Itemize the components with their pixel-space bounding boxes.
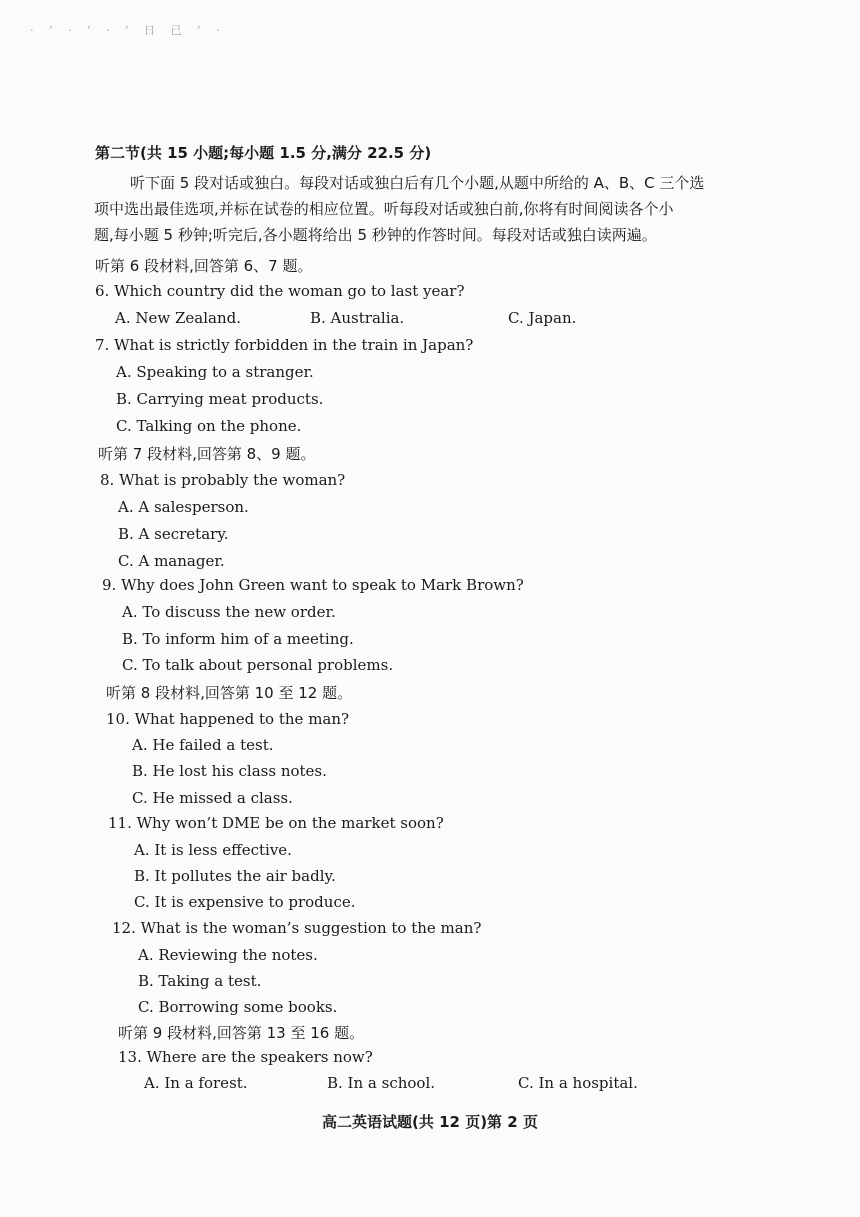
- question-13-stem: 13. Where are the speakers now?: [118, 1048, 373, 1066]
- question-8-stem: 8. What is probably the woman?: [100, 471, 346, 489]
- question-6-option-a: A. New Zealand.: [115, 309, 241, 327]
- material-6-heading: 听第 6 段材料,回答第 6、7 题。: [95, 257, 313, 275]
- question-12-option-b: B. Taking a test.: [138, 972, 262, 990]
- question-11-stem: 11. Why won’t DME be on the market soon?: [108, 814, 444, 832]
- question-6-option-b: B. Australia.: [310, 309, 405, 327]
- material-8-heading: 听第 8 段材料,回答第 10 至 12 题。: [106, 684, 353, 702]
- question-13-option-c: C. In a hospital.: [518, 1074, 638, 1092]
- question-8-option-c: C. A manager.: [118, 552, 225, 570]
- section-instructions: [94, 170, 790, 248]
- question-7-option-a: A. Speaking to a stranger.: [116, 363, 314, 381]
- question-10-option-a: A. He failed a test.: [132, 736, 274, 754]
- question-10-option-c: C. He missed a class.: [132, 789, 293, 807]
- question-10-option-b: B. He lost his class notes.: [132, 762, 327, 780]
- instruction-line-1: 听下面 5 段对话或独白。每段对话或独白后有几个小题,从题中所给的 A、B、C 三个选: [130, 174, 705, 192]
- question-9-option-c: C. To talk about personal problems.: [122, 656, 394, 674]
- scan-artifact-header: · ’ · ’ · ’ 日 已 ’ ·: [30, 24, 226, 37]
- question-12-option-a: A. Reviewing the notes.: [138, 946, 318, 964]
- question-11-option-c: C. It is expensive to produce.: [134, 893, 356, 911]
- section-title: 第二节(共 15 小题;每小题 1.5 分,满分 22.5 分): [95, 144, 432, 162]
- question-11-option-b: B. It pollutes the air badly.: [134, 867, 336, 885]
- question-6-stem: 6. Which country did the woman go to last year?: [95, 282, 465, 300]
- material-7-heading: 听第 7 段材料,回答第 8、9 题。: [98, 445, 316, 463]
- page-footer: 高二英语试题(共 12 页)第 2 页: [322, 1113, 538, 1131]
- question-7-stem: 7. What is strictly forbidden in the train in Japan?: [95, 336, 474, 354]
- question-7-option-b: B. Carrying meat products.: [116, 390, 324, 408]
- question-13-option-a: A. In a forest.: [144, 1074, 248, 1092]
- question-13-option-b: B. In a school.: [327, 1074, 436, 1092]
- question-9-option-b: B. To inform him of a meeting.: [122, 630, 354, 648]
- question-9-stem: 9. Why does John Green want to speak to Mark Brown?: [102, 576, 524, 594]
- question-10-stem: 10. What happened to the man?: [106, 710, 350, 728]
- question-6-option-c: C. Japan.: [508, 309, 577, 327]
- question-9-option-a: A. To discuss the new order.: [122, 603, 336, 621]
- instruction-line-3: 题,每小题 5 秒钟;听完后,各小题将给出 5 秒钟的作答时间。每段对话或独白读两遍。: [94, 226, 657, 244]
- question-12-option-c: C. Borrowing some books.: [138, 998, 338, 1016]
- question-12-stem: 12. What is the woman’s suggestion to the man?: [112, 919, 482, 937]
- question-7-option-c: C. Talking on the phone.: [116, 417, 302, 435]
- question-8-option-a: A. A salesperson.: [118, 498, 249, 516]
- question-11-option-a: A. It is less effective.: [134, 841, 292, 859]
- instruction-line-2: 项中选出最佳选项,并标在试卷的相应位置。听每段对话或独白前,你将有时间阅读各个小: [94, 200, 674, 218]
- material-9-heading: 听第 9 段材料,回答第 13 至 16 题。: [118, 1024, 365, 1042]
- question-8-option-b: B. A secretary.: [118, 525, 229, 543]
